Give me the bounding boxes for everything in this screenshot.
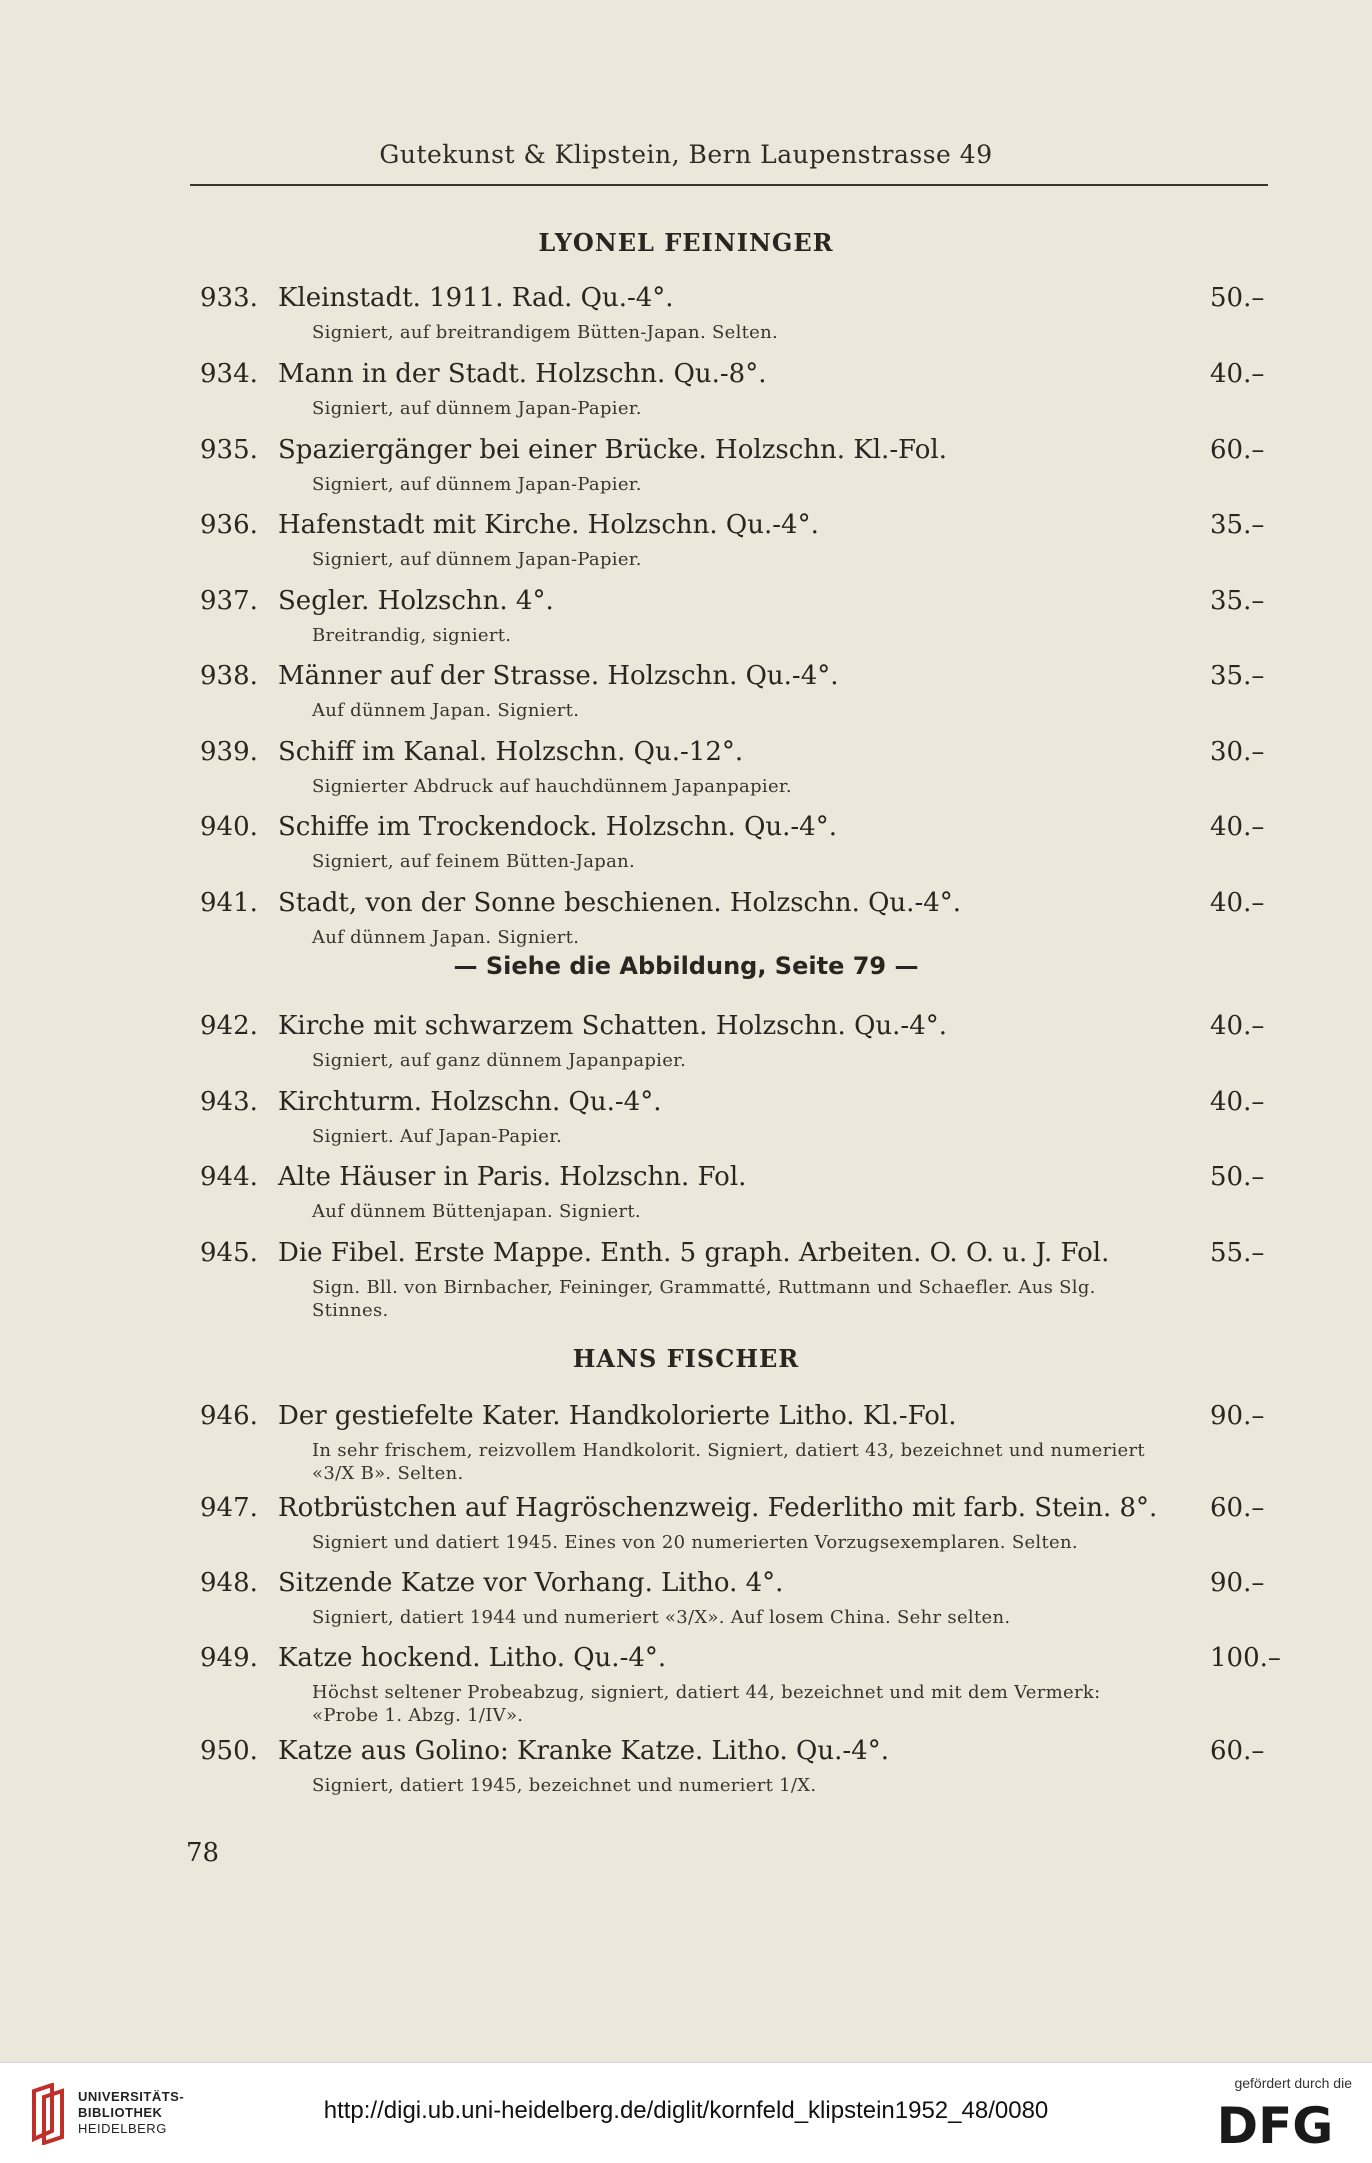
entry-title: Segler. Holzschn. 4°. [278,586,554,616]
entry-title: Alte Häuser in Paris. Holzschn. Fol. [278,1162,747,1192]
page-number: 78 [186,1838,220,1868]
entry-price: 35.– [1210,661,1265,691]
entry-description: Signiert, auf breitrandigem Bütten-Japan. Selten. [312,322,779,343]
entry-number: 950. [200,1736,258,1766]
entry-title: Mann in der Stadt. Holzschn. Qu.-8°. [278,359,767,389]
entry-price: 30.– [1210,737,1265,767]
entry-title: Katze hockend. Litho. Qu.-4°. [278,1643,667,1673]
entry-title: Männer auf der Strasse. Holzschn. Qu.-4°. [278,661,839,691]
section-title-feininger: LYONEL FEININGER [538,228,834,257]
entry-price: 90.– [1210,1401,1265,1431]
entry-description: Signiert, auf dünnem Japan-Papier. [312,398,642,419]
entry-number: 942. [200,1011,258,1041]
section-title-fischer: HANS FISCHER [572,1344,800,1373]
entry-description: Signiert, datiert 1945, bezeichnet und numeriert 1/X. [312,1775,817,1796]
illustration-notice: — Siehe die Abbildung, Seite 79 — [453,952,919,980]
entry-number: 937. [200,586,258,616]
entry-number: 939. [200,737,258,767]
entry-number: 945. [200,1238,258,1268]
entry-price: 50.– [1210,1162,1265,1192]
entry-title: Rotbrüstchen auf Hagröschenzweig. Federlitho mit farb. Stein. 8°. [278,1493,1158,1523]
entry-description: Signiert. Auf Japan-Papier. [312,1126,563,1147]
entry-number: 936. [200,510,258,540]
entry-price: 50.– [1210,283,1265,313]
entry-title: Katze aus Golino: Kranke Katze. Litho. Qu.-4°. [278,1736,889,1766]
entry-price: 40.– [1210,1087,1265,1117]
entry-description: Auf dünnem Japan. Signiert. [312,927,580,948]
entry-price: 100.– [1210,1643,1281,1673]
permalink-url[interactable]: http://digi.ub.uni-heidelberg.de/diglit/kornfeld_klipstein1952_48/0080 [323,2097,1049,2124]
entry-description: Signiert, auf feinem Bütten-Japan. [312,851,636,872]
entry-description: Breitrandig, signiert. [312,625,512,646]
entry-description: Signiert, datiert 1944 und numeriert «3/X». Auf losem China. Sehr selten. [312,1607,1011,1628]
header-rule [190,184,1268,186]
entry-number: 948. [200,1568,258,1598]
logo-line-2: BIBLIOTHEK [78,2105,163,2120]
entry-number: 938. [200,661,258,691]
entry-number: 940. [200,812,258,842]
entry-description: Sign. Bll. von Birnbacher, Feininger, Grammatté, Ruttmann und Schaefler. Aus Slg. Stinnes. [312,1277,1096,1321]
entry-description: Signiert, auf dünnem Japan-Papier. [312,549,642,570]
entry-description: Signierter Abdruck auf hauchdünnem Japanpapier. [312,776,792,797]
entry-description: Signiert, auf dünnem Japan-Papier. [312,474,642,495]
entry-title: Kirche mit schwarzem Schatten. Holzschn. Qu.-4°. [278,1011,948,1041]
entry-title: Der gestiefelte Kater. Handkolorierte Litho. Kl.-Fol. [278,1401,957,1431]
footer-bar [0,2062,1372,2163]
dfg-logo-text: DFG [1216,2097,1334,2149]
entry-title: Kleinstadt. 1911. Rad. Qu.-4°. [278,283,674,313]
running-header: Gutekunst & Klipstein, Bern Laupenstrasse 49 [379,140,993,169]
entry-number: 943. [200,1087,258,1117]
entry-price: 40.– [1210,812,1265,842]
entry-number: 949. [200,1643,258,1673]
entry-description: Signiert und datiert 1945. Eines von 20 numerierten Vorzugsexemplaren. Selten. [312,1532,1078,1553]
entry-price: 60.– [1210,435,1265,465]
entry-price: 35.– [1210,586,1265,616]
entry-description: In sehr frischem, reizvollem Handkolorit. Signiert, datiert 43, bezeichnet und numeriert «3/X B». Selten. [312,1440,1145,1484]
entry-number: 934. [200,359,258,389]
logo-line-3: HEIDELBERG [78,2121,167,2136]
entry-title: Schiffe im Trockendock. Holzschn. Qu.-4°. [278,812,837,842]
entry-description: Auf dünnem Büttenjapan. Signiert. [312,1201,641,1222]
entry-number: 947. [200,1493,258,1523]
entry-description: Auf dünnem Japan. Signiert. [312,700,580,721]
entry-description: Höchst seltener Probeabzug, signiert, datiert 44, bezeichnet und mit dem Vermerk: «Probe 1. Abzg. 1/IV». [312,1682,1101,1726]
entry-title: Sitzende Katze vor Vorhang. Litho. 4°. [278,1568,784,1598]
entry-description: Signiert, auf ganz dünnem Japanpapier. [312,1050,687,1071]
entry-number: 941. [200,888,258,918]
entry-title: Schiff im Kanal. Holzschn. Qu.-12°. [278,737,744,767]
entry-title: Stadt, von der Sonne beschienen. Holzschn. Qu.-4°. [278,888,962,918]
entry-number: 933. [200,283,258,313]
funded-by-label: gefördert durch die [1234,2075,1352,2091]
entry-title: Hafenstadt mit Kirche. Holzschn. Qu.-4°. [278,510,819,540]
entry-title: Kirchturm. Holzschn. Qu.-4°. [278,1087,662,1117]
entry-price: 40.– [1210,1011,1265,1041]
entry-number: 946. [200,1401,258,1431]
entry-title: Die Fibel. Erste Mappe. Enth. 5 graph. Arbeiten. O. O. u. J. Fol. [278,1238,1110,1268]
dfg-logo-icon[interactable] [1200,2097,1350,2149]
entry-number: 944. [200,1162,258,1192]
entry-price: 35.– [1210,510,1265,540]
entry-price: 60.– [1210,1736,1265,1766]
entry-number: 935. [200,435,258,465]
entry-price: 60.– [1210,1493,1265,1523]
entry-title: Spaziergänger bei einer Brücke. Holzschn. Kl.-Fol. [278,435,947,465]
entry-price: 40.– [1210,359,1265,389]
entry-price: 40.– [1210,888,1265,918]
entry-price: 90.– [1210,1568,1265,1598]
logo-line-1: UNIVERSITÄTS- [78,2089,185,2104]
entry-price: 55.– [1210,1238,1265,1268]
